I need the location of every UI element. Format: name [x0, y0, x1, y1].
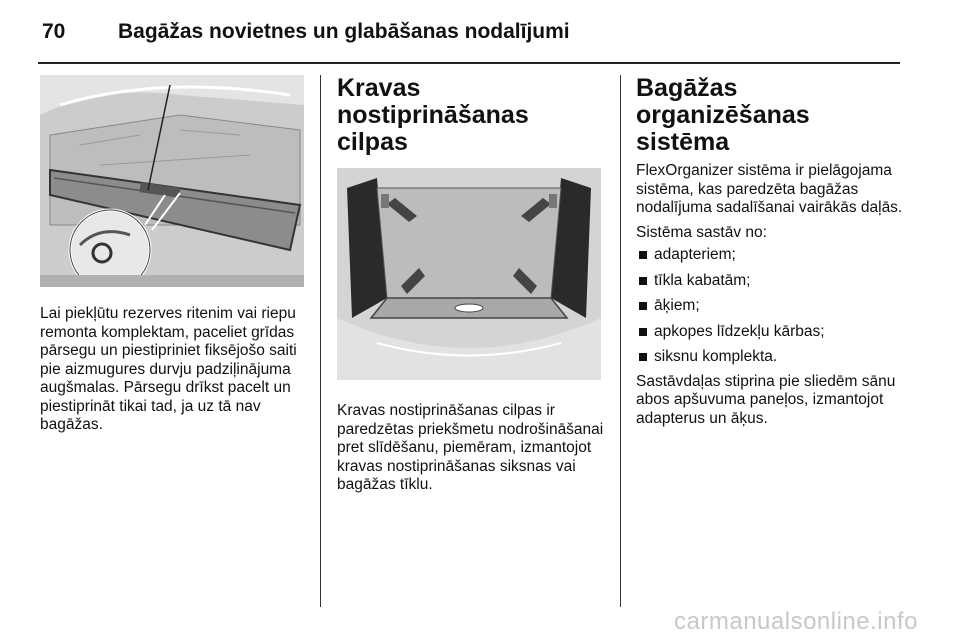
- trunk-floor-cover-illustration: [40, 75, 304, 287]
- section-heading-flexorganizer: Bagāžas organizēšanas sistēma: [636, 74, 810, 156]
- section-heading-load-anchors: Kravas nostiprināšanas cilpas: [337, 74, 529, 156]
- list-item: siksnu komplekta.: [636, 348, 904, 367]
- floor-cover-paragraph: Lai piekļūtu rezerves ritenim vai riepu remonta komplektam, paceliet grīdas pārsegu un piestipriniet fiksējošo saiti pie aizmugures durvju padziļinājuma augšmalas. Pārsegu drīkst pacelt un piestiprināt tikai tad, ja uz tā nav bagāžas.: [40, 305, 297, 433]
- load-anchors-illustration: [337, 168, 601, 380]
- list-item: adapteriem;: [636, 246, 904, 265]
- load-anchors-drawing: [337, 168, 601, 380]
- column-1: [40, 75, 304, 435]
- bullet-square-icon: [639, 277, 647, 285]
- bullet-square-icon: [639, 251, 647, 259]
- flexorganizer-closing: Sastāvdaļas stiprina pie sliedēm sānu abos apšuvuma paneļos, izmantojot adapterus un āķus.: [636, 372, 896, 427]
- trunk-floor-cover-drawing: [40, 75, 304, 287]
- bullet-square-icon: [639, 328, 647, 336]
- column-divider-right: [620, 75, 621, 607]
- flexorganizer-intro: FlexOrganizer sistēma ir pielāgojama sistēma, kas paredzēta bagāžas nodalījuma sadalīšanai vairākās daļās.: [636, 162, 903, 216]
- column-divider-left: [320, 75, 321, 607]
- list-item: apkopes līdzekļu kārbas;: [636, 323, 904, 342]
- page-number: 70: [42, 20, 66, 43]
- bullet-square-icon: [639, 353, 647, 361]
- list-item: āķiem;: [636, 297, 904, 316]
- load-anchors-paragraph: Kravas nostiprināšanas cilpas ir paredzētas priekšmetu nodrošināšanai pret slīdēšanu, piemēram, izmantojot kravas nostiprināšanas siksnas vai bagāžas tīklu.: [337, 402, 604, 493]
- header-rule: [38, 62, 900, 64]
- column-3: [636, 75, 904, 428]
- list-item: tīkla kabatām;: [636, 272, 904, 291]
- bullet-square-icon: [639, 302, 647, 310]
- flexorganizer-components-list: [636, 246, 904, 367]
- flexorganizer-list-intro: Sistēma sastāv no:: [636, 223, 767, 241]
- page-header-title: Bagāžas novietnes un glabāšanas nodalījumi: [118, 20, 570, 43]
- watermark: carmanualsonline.info: [674, 608, 918, 635]
- column-2: [337, 75, 605, 495]
